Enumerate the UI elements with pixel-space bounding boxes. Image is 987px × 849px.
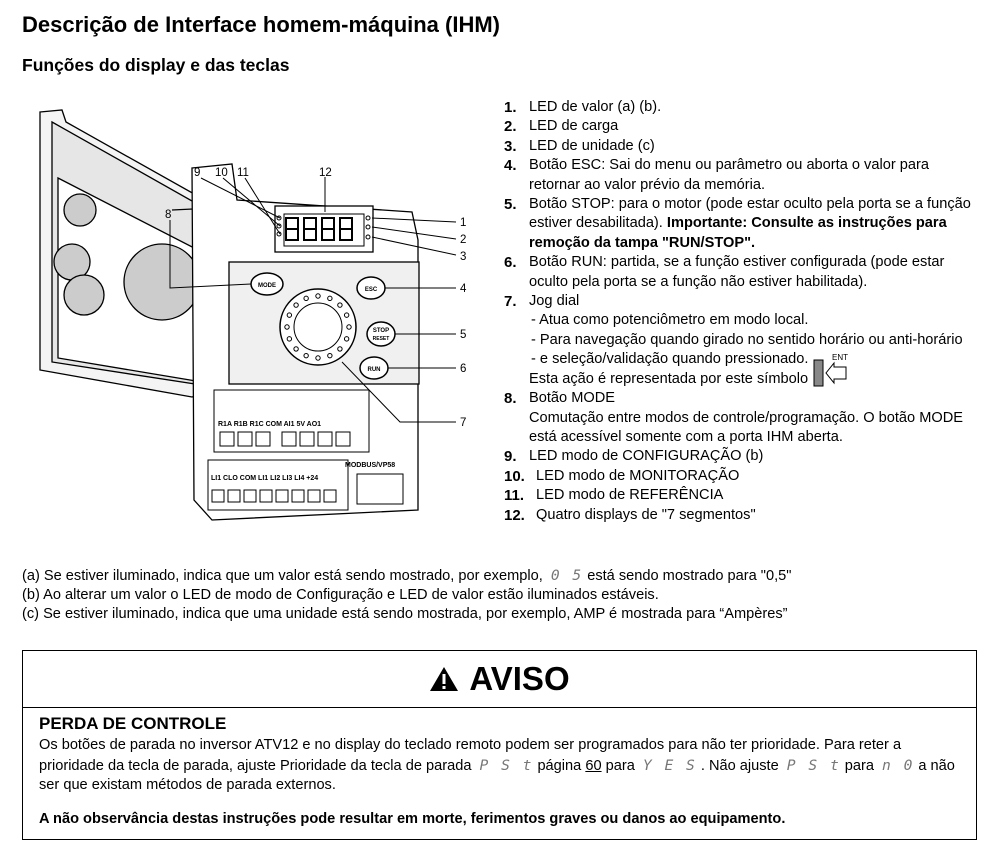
callout-7: 7 xyxy=(460,417,467,429)
section-subtitle: Funções do display e das teclas xyxy=(22,55,290,75)
jog-dial-dot xyxy=(287,313,291,317)
jog-dial-dot xyxy=(328,296,332,300)
esc-button xyxy=(357,277,385,299)
jog-dial-dot xyxy=(287,337,291,341)
callout-10: 10 xyxy=(215,167,228,179)
svg-text:LI1 CLO COM LI1 LI2 LI3 LI4 +2: LI1 CLO COM LI1 LI2 LI3 LI4 +24 xyxy=(211,475,319,482)
jog-dial-dot xyxy=(294,347,298,351)
run-button xyxy=(360,357,388,379)
page-title: Descrição de Interface homem-máquina (IHM) xyxy=(22,12,501,37)
open-door xyxy=(40,110,218,397)
function-list xyxy=(504,98,974,525)
list-item: 4. Botão ESC: Sai do menu ou parâmetro ou aborta o valor para retornar ao valor prévio da memória. xyxy=(504,157,929,193)
jog-dial-dot xyxy=(338,347,342,351)
jog-dial-dot xyxy=(328,353,332,357)
mode-button xyxy=(251,273,283,295)
list-item: 3. LED de unidade (c) xyxy=(504,137,655,155)
jog-dial-dot xyxy=(347,325,351,329)
list-item: 5. Botão STOP: para o motor (pode estar oculto pela porta se a função estiver desabilitada). Importante: Consulte as instruções para remoção da tampa "RUN/STOP". xyxy=(504,196,971,251)
list-item: 10. LED modo de MONITORAÇÃO xyxy=(504,467,740,485)
note-c: (c) Se estiver iluminado, indica que uma unidade está sendo mostrada, por exemplo, AMP é mostrada para “Ampères” xyxy=(22,606,788,623)
callout-9: 9 xyxy=(194,167,201,179)
warning-box xyxy=(22,650,977,840)
stop-reset-button xyxy=(367,322,395,346)
warning-heading: PERDA DE CONTROLE xyxy=(39,714,227,733)
jog-dial-dot xyxy=(338,303,342,307)
callout-12: 12 xyxy=(319,167,332,179)
jog-dial-dot xyxy=(304,296,308,300)
hmi-diagram xyxy=(22,100,492,540)
list-item: 7. Jog dial - Atua como potenciômetro em modo local. - Para navegação quando girado no sentido horário ou anti-horário - e seleção/validação quando pressionado. Esta ação é representada por este símbolo ENT xyxy=(504,293,963,387)
jog-dial-dot xyxy=(294,303,298,307)
list-item: 12. Quatro displays de "7 segmentos" xyxy=(504,506,756,524)
warning-triangle-icon xyxy=(429,666,459,692)
list-item: 11. LED modo de REFERÊNCIA xyxy=(504,487,724,505)
list-item: 2. LED de carga xyxy=(504,118,619,136)
list-item: 8. Botão MODE Comutação entre modos de controle/programação. O botão MODE está acessível somente com a porta IHM aberta. xyxy=(504,390,963,445)
callout-2: 2 xyxy=(460,234,467,246)
jog-dial-dot xyxy=(285,325,289,329)
warning-title: AVISO xyxy=(469,660,570,697)
svg-text:RESET: RESET xyxy=(372,336,390,342)
callout-8: 8 xyxy=(165,209,172,221)
jog-dial-dot xyxy=(316,294,320,298)
svg-text:RUN: RUN xyxy=(367,367,381,373)
note-a: (a) Se estiver iluminado, indica que um valor está sendo mostrado, por exemplo, 0 5 está sendo mostrado para "0,5" xyxy=(22,567,792,584)
jog-dial-dot xyxy=(344,337,348,341)
warning-consequence: A não observância destas instruções pode resultar em morte, ferimentos graves ou danos ao equipamento. xyxy=(39,810,786,827)
footnotes xyxy=(22,566,972,625)
terminal-block-top xyxy=(214,390,369,452)
svg-text:MODBUS/VP58: MODBUS/VP58 xyxy=(345,462,396,469)
svg-text:R1A R1B R1C COM AI1 5V AO1: R1A R1B R1C COM AI1 5V AO1 xyxy=(218,421,322,428)
warning-text: Os botões de parada no inversor ATV12 e no display do teclado remoto podem ser programados para não ter prioridade. Para reter a prioridade da tecla de parada, ajuste Prioridade da tecla de parada P S t página 60 para Y E S . Não ajuste P S t para n 0 a não ser que existam métodos de parada externos. xyxy=(39,737,955,794)
svg-text:ENT: ENT xyxy=(832,353,849,362)
callout-1: 1 xyxy=(460,217,467,229)
callout-4: 4 xyxy=(460,283,467,295)
jog-dial-dot xyxy=(304,353,308,357)
callout-11: 11 xyxy=(237,167,249,179)
terminal-block-bottom xyxy=(208,460,403,510)
list-item: 1. LED de valor (a) (b). xyxy=(504,99,662,116)
note-b: (b) Ao alterar um valor o LED de modo de Configuração e LED de valor estão iluminados estáveis. xyxy=(22,587,659,604)
callout-5: 5 xyxy=(460,329,467,341)
svg-text:ESC: ESC xyxy=(364,287,378,293)
jog-dial xyxy=(280,289,356,365)
ent-symbol-icon xyxy=(812,354,852,388)
jog-dial-dot xyxy=(344,313,348,317)
page-link[interactable]: 60 xyxy=(585,757,602,774)
callout-3: 3 xyxy=(460,251,467,263)
list-item: 9. LED modo de CONFIGURAÇÃO (b) xyxy=(504,448,764,466)
svg-text:MODE: MODE xyxy=(258,283,276,289)
callout-6: 6 xyxy=(460,363,467,375)
jog-dial-dot xyxy=(316,356,320,360)
list-item: 6. Botão RUN: partida, se a função estiver configurada (pode estar oculto pela porta se a função não estiver habilitada). xyxy=(504,254,945,290)
svg-text:STOP: STOP xyxy=(372,328,390,334)
